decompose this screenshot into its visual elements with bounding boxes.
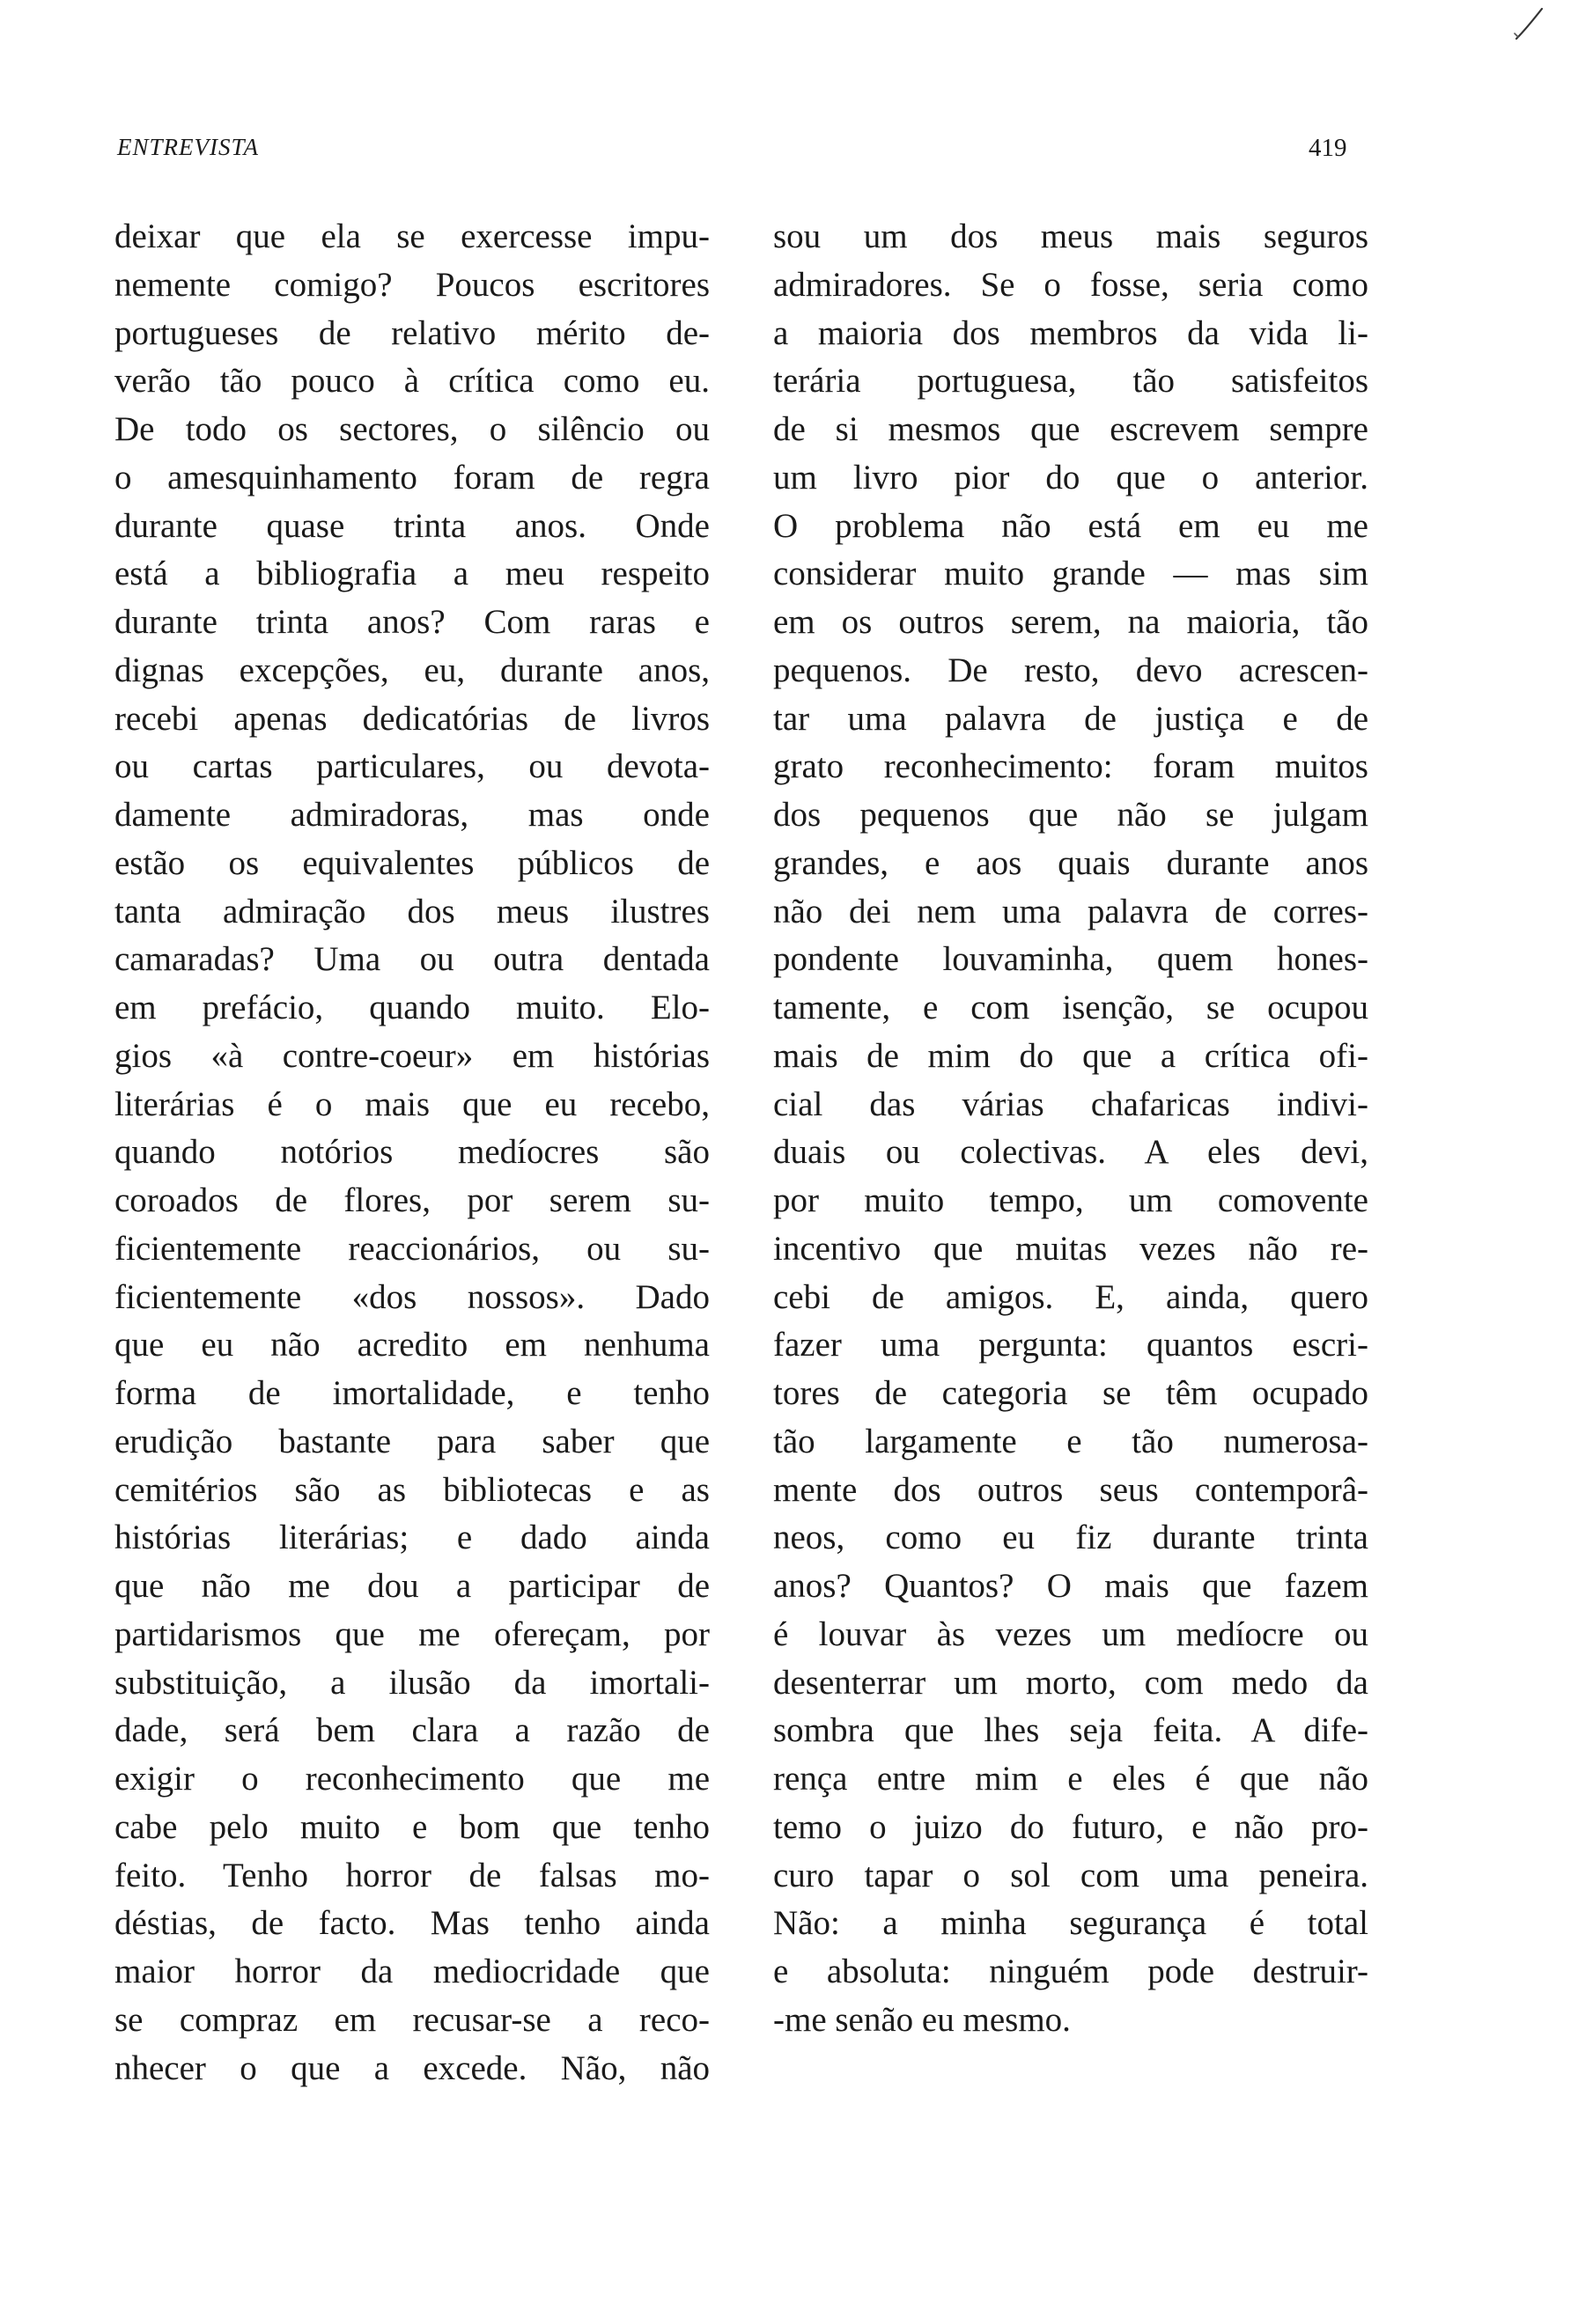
text-line: em os outros serem, na maioria, tão [773, 603, 1368, 641]
text-line: nhecer o que a excede. Não, não [114, 2048, 710, 2087]
text-line: que não me dou a participar de [114, 1567, 710, 1605]
text-line: cemitérios são as bibliotecas e as [114, 1470, 710, 1509]
text-line: coroados de flores, por serem su- [114, 1181, 710, 1219]
text-line: se compraz em recusar-se a reco- [114, 2000, 710, 2039]
text-line: de si mesmos que escrevem sempre [773, 410, 1368, 448]
text-line: camaradas? Uma ou outra dentada [114, 940, 710, 979]
text-line: não dei nem uma palavra de corres- [773, 892, 1368, 930]
text-line: substituição, a ilusão da imortali- [114, 1663, 710, 1702]
text-line: por muito tempo, um comovente [773, 1181, 1368, 1219]
text-line: neos, como eu fiz durante trinta [773, 1519, 1368, 1557]
text-line: dade, será bem clara a razão de [114, 1711, 710, 1750]
text-line: duais ou colectivas. A eles devi, [773, 1133, 1368, 1172]
text-line: -me senão eu mesmo. [773, 2000, 1071, 2039]
text-line: erudição bastante para saber que [114, 1422, 710, 1460]
text-line: deixar que ela se exercesse impu- [114, 217, 710, 255]
text-line: De todo os sectores, o silêncio ou [114, 410, 710, 448]
text-line: dignas excepções, eu, durante anos, [114, 651, 710, 689]
text-line: durante quase trinta anos. Onde [114, 506, 710, 545]
text-line: e absoluta: ninguém pode destruir- [773, 1953, 1368, 1990]
text-line: considerar muito grande — mas sim [773, 555, 1368, 593]
text-line: incentivo que muitas vezes não re- [773, 1229, 1368, 1268]
text-line: anos? Quantos? O mais que fazem [773, 1567, 1368, 1605]
text-line: tores de categoria se têm ocupado [773, 1374, 1368, 1412]
text-line: tar uma palavra de justiça e de [773, 699, 1368, 738]
text-line: histórias literárias; e dado ainda [114, 1519, 710, 1557]
text-line: O problema não está em eu me [773, 506, 1368, 545]
text-line: literárias é o mais que eu recebo, [114, 1085, 710, 1123]
text-line: sou um dos meus mais seguros [773, 217, 1368, 255]
text-line: feito. Tenho horror de falsas mo- [114, 1856, 710, 1894]
text-line: desenterrar um morto, com medo da [773, 1663, 1368, 1702]
text-line: tão largamente e tão numerosa- [773, 1422, 1368, 1460]
text-line: forma de imortalidade, e tenho [114, 1374, 710, 1412]
text-line: cial das várias chafaricas indivi- [773, 1085, 1368, 1123]
text-line: fazer uma pergunta: quantos escri- [773, 1326, 1368, 1364]
text-line: rença entre mim e eles é que não [773, 1760, 1368, 1798]
text-line: o amesquinhamento foram de regra [114, 458, 710, 496]
text-line: gios «à contre-coeur» em histórias [114, 1036, 710, 1075]
text-line: admiradores. Se o fosse, seria como [773, 265, 1368, 304]
text-line: Não: a minha segurança é total [773, 1904, 1368, 1943]
text-line: grandes, e aos quais durante anos [773, 843, 1368, 882]
text-line: sombra que lhes seja feita. A dife- [773, 1711, 1368, 1750]
text-column-right [773, 213, 1368, 2045]
text-line: mais de mim do que a crítica ofi- [773, 1036, 1368, 1075]
text-line: ou cartas particulares, ou devota- [114, 747, 710, 786]
text-line: está a bibliografia a meu respeito [114, 555, 710, 593]
text-line: exigir o reconhecimento que me [114, 1760, 710, 1798]
text-line: ficientemente «dos nossos». Dado [114, 1277, 710, 1316]
text-line: grato reconhecimento: foram muitos [773, 747, 1368, 786]
text-line: pequenos. De resto, devo acrescen- [773, 651, 1368, 689]
text-line: tanta admiração dos meus ilustres [114, 892, 710, 930]
text-line: em prefácio, quando muito. Elo- [114, 989, 710, 1026]
text-line: que eu não acredito em nenhuma [114, 1326, 710, 1364]
text-line: tamente, e com isenção, se ocupou [773, 989, 1368, 1026]
text-column-left [114, 213, 710, 2092]
text-line: cebi de amigos. E, ainda, quero [773, 1277, 1368, 1316]
text-line: cabe pelo muito e bom que tenho [114, 1807, 710, 1846]
text-line: dos pequenos que não se julgam [773, 796, 1368, 834]
text-line: ficientemente reaccionários, ou su- [114, 1229, 710, 1268]
text-line: é louvar às vezes um medíocre ou [773, 1614, 1368, 1653]
text-line: terária portuguesa, tão satisfeitos [773, 362, 1368, 401]
page-number: 419 [1309, 134, 1347, 162]
text-line: mente dos outros seus contemporâ- [773, 1470, 1368, 1509]
text-line: curo tapar o sol com uma peneira. [773, 1856, 1368, 1894]
text-line: quando notórios medíocres são [114, 1133, 710, 1172]
text-line: estão os equivalentes públicos de [114, 843, 710, 882]
text-line: um livro pior do que o anterior. [773, 458, 1368, 496]
text-line: maior horror da mediocridade que [114, 1953, 710, 1990]
text-line: recebi apenas dedicatórias de livros [114, 699, 710, 738]
text-line: temo o juizo do futuro, e não pro- [773, 1807, 1368, 1846]
text-line: verão tão pouco à crítica como eu. [114, 362, 710, 401]
text-line: partidarismos que me ofereçam, por [114, 1614, 710, 1653]
text-line: a maioria dos membros da vida li- [773, 313, 1368, 352]
text-line: portugueses de relativo mérito de- [114, 313, 710, 352]
text-line: déstias, de facto. Mas tenho ainda [114, 1904, 710, 1943]
text-line: pondente louvaminha, quem hones- [773, 940, 1368, 979]
text-line: durante trinta anos? Com raras e [114, 603, 710, 641]
text-line: damente admiradoras, mas onde [114, 796, 710, 834]
pen-stroke-mark [1513, 7, 1545, 42]
running-head: ENTREVISTA [117, 134, 259, 160]
text-line: nemente comigo? Poucos escritores [114, 265, 710, 304]
